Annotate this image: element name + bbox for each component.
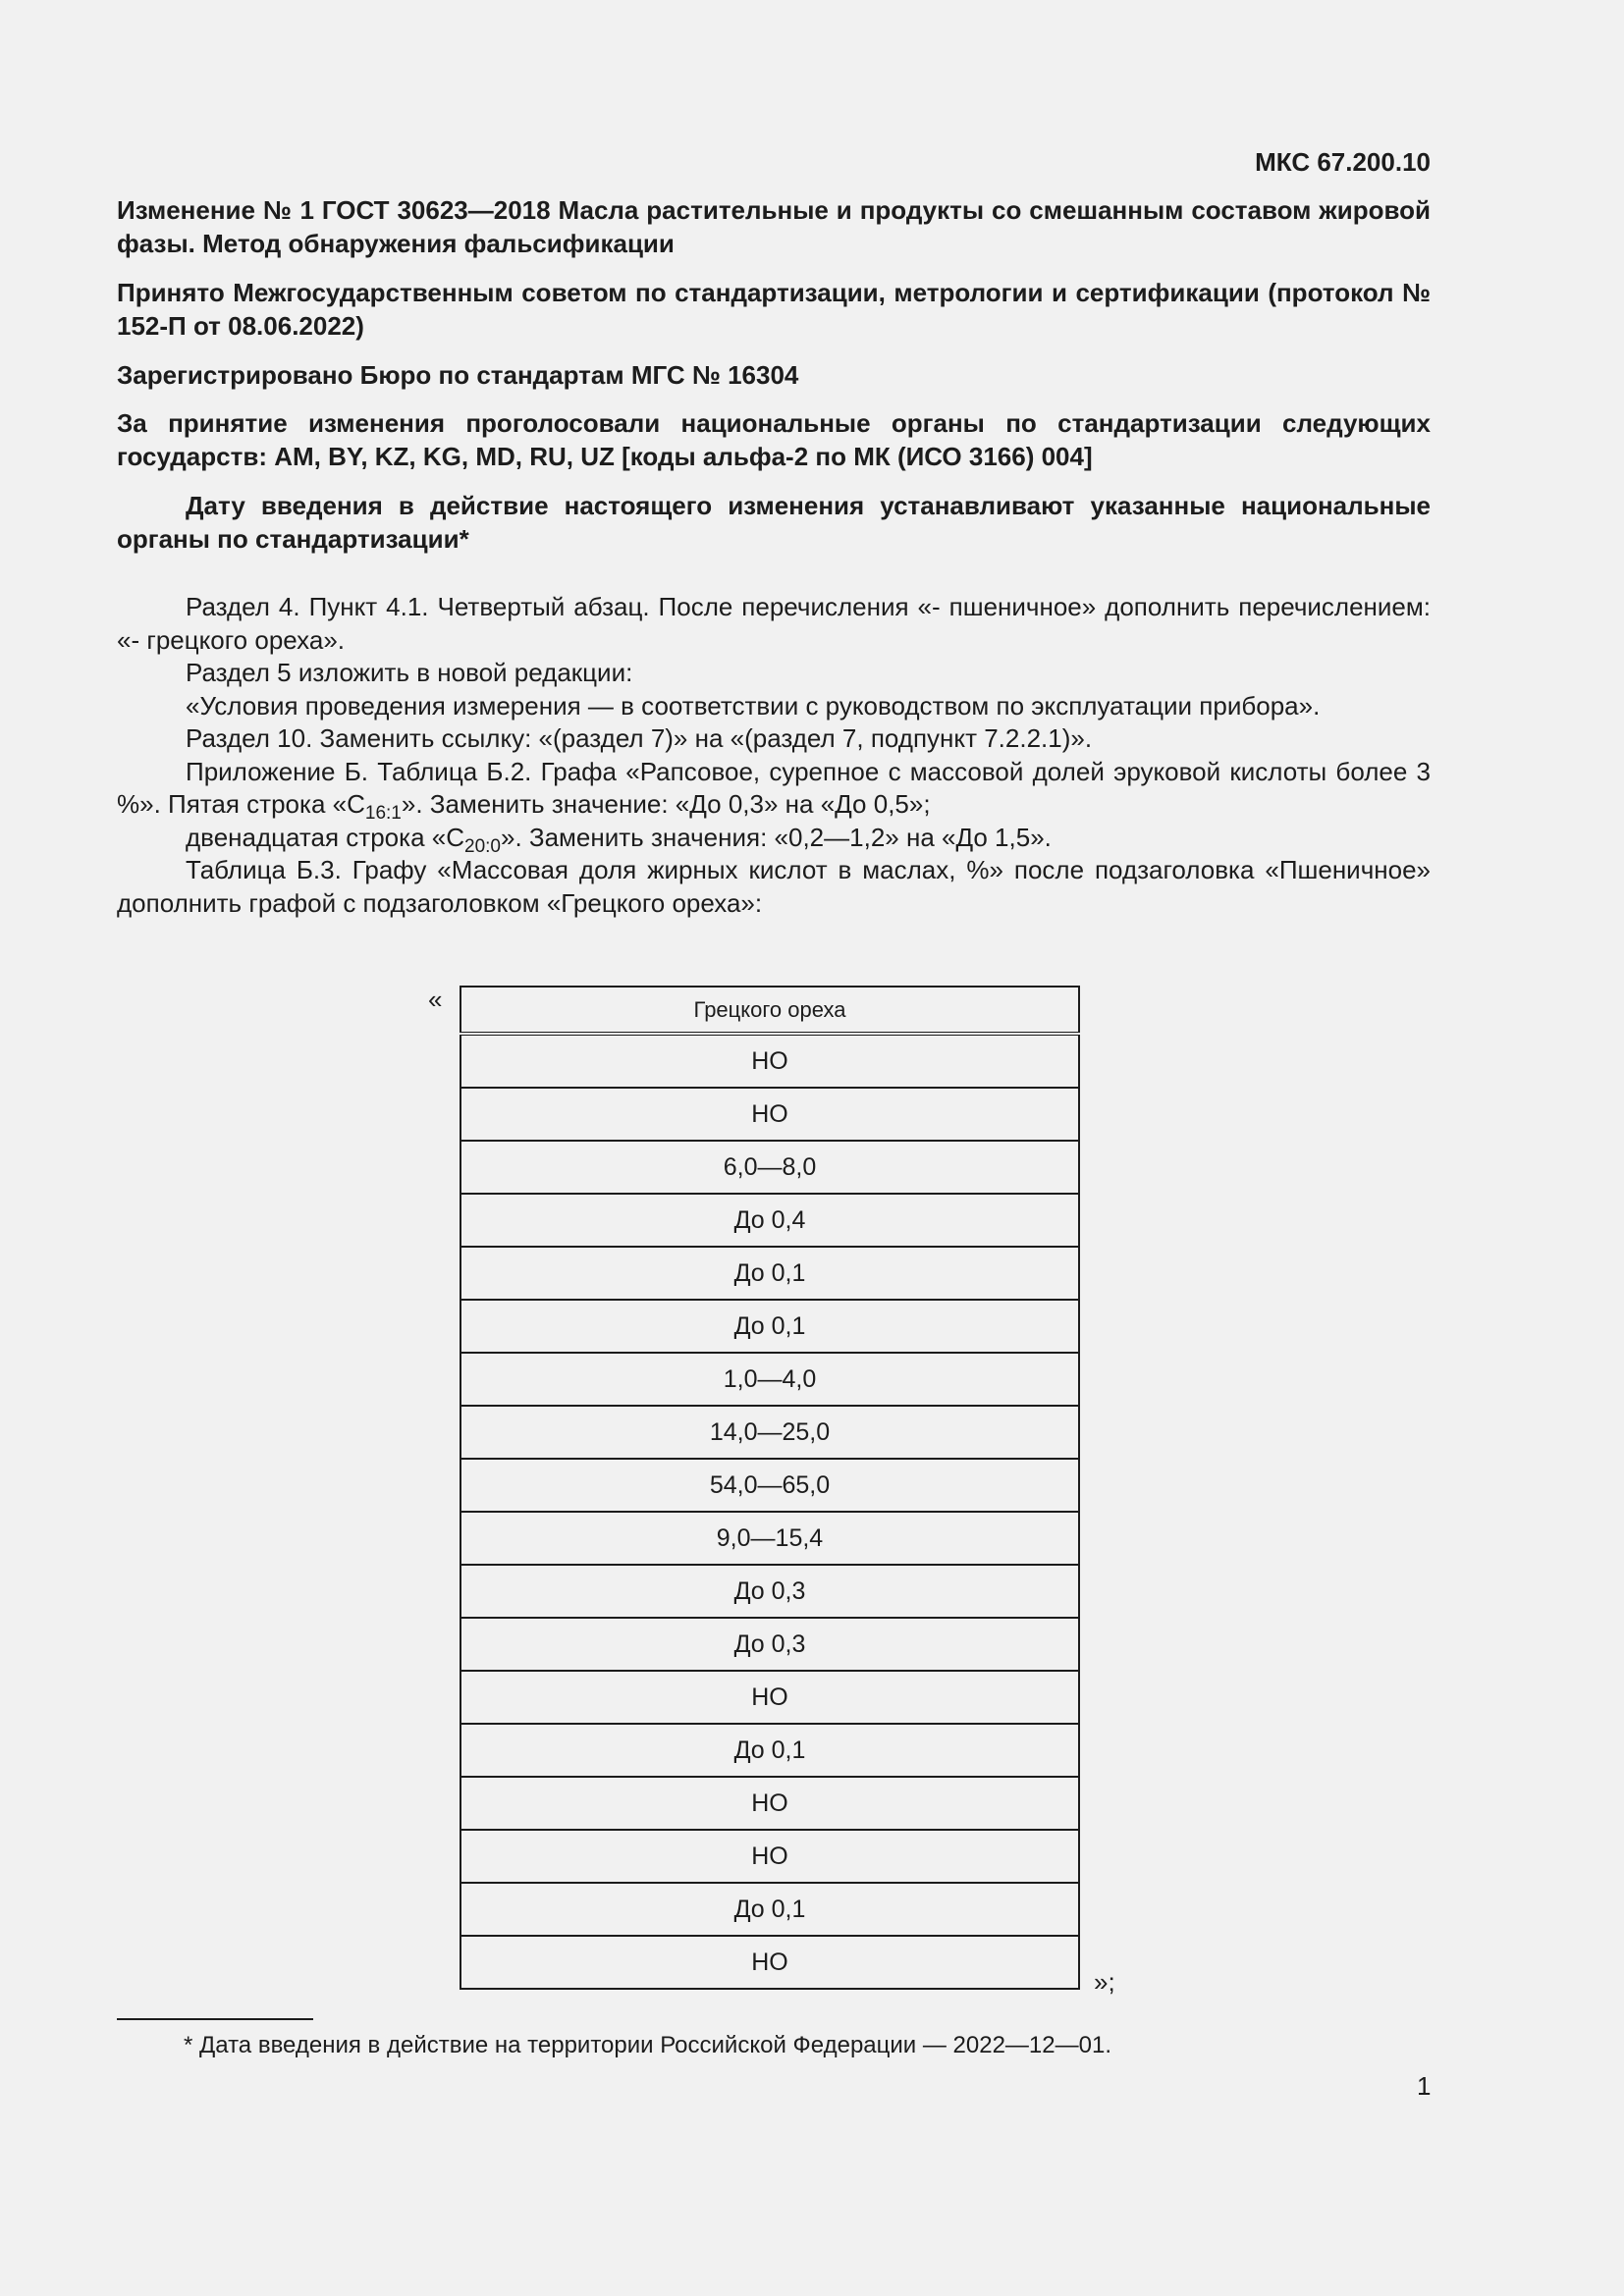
table-cell: 1,0—4,0 bbox=[460, 1353, 1079, 1406]
table-cell: До 0,3 bbox=[460, 1618, 1079, 1671]
footnote: * Дата введения в действие на территории Российской Федерации — 2022—12—01. bbox=[184, 2032, 1111, 2058]
table-row bbox=[460, 1141, 1079, 1194]
subscript: 20:0 bbox=[464, 835, 501, 857]
amendment-paragraph: Раздел 10. Заменить ссылку: «(раздел 7)» на «(раздел 7, подпункт 7.2.2.1)». bbox=[186, 723, 1093, 753]
table-row bbox=[460, 1247, 1079, 1300]
table-row bbox=[460, 1406, 1079, 1459]
table-row bbox=[460, 1671, 1079, 1724]
table-cell: 6,0—8,0 bbox=[460, 1141, 1079, 1194]
table-row bbox=[460, 1459, 1079, 1512]
adopted-statement: Принято Межгосударственным советом по стандартизации, метрологии и сертификации (протокол № 152-П от 08.06.2022) bbox=[117, 278, 1431, 341]
table-header-cell: Грецкого ореха bbox=[460, 987, 1079, 1034]
table-open-quote: « bbox=[428, 985, 443, 1014]
table-cell: До 0,4 bbox=[460, 1194, 1079, 1247]
table-row bbox=[460, 1353, 1079, 1406]
walnut-column-table bbox=[460, 986, 1080, 1990]
subscript: 16:1 bbox=[364, 803, 402, 824]
table-cell: До 0,3 bbox=[460, 1565, 1079, 1618]
table-row bbox=[460, 1777, 1079, 1830]
table-cell: До 0,1 bbox=[460, 1883, 1079, 1936]
table-row bbox=[460, 1194, 1079, 1247]
table-row bbox=[460, 1618, 1079, 1671]
table-cell: 54,0—65,0 bbox=[460, 1459, 1079, 1512]
table-row bbox=[460, 1936, 1079, 1989]
registration-statement: Зарегистрировано Бюро по стандартам МГС № 16304 bbox=[117, 360, 799, 390]
page-number: 1 bbox=[1417, 2071, 1432, 2101]
table-close-quote: »; bbox=[1094, 1967, 1115, 1997]
table-cell: НО bbox=[460, 1936, 1079, 1989]
table-row bbox=[460, 1830, 1079, 1883]
effective-date-statement: Дату введения в действие настоящего изменения устанавливают указанные национальные органы по стандартизации* bbox=[117, 491, 1431, 554]
table-cell: НО bbox=[460, 1777, 1079, 1830]
table-cell: До 0,1 bbox=[460, 1300, 1079, 1353]
table-cell: НО bbox=[460, 1034, 1079, 1088]
amendment-paragraph: Приложение Б. Таблица Б.2. Графа «Рапсовое, сурепное с массовой долей эруковой кислоты более 3 %». Пятая строка «$C_{16:1}$». Заменить значение: «До 0,3» на «До 0,5»; bbox=[117, 756, 1431, 824]
amendment-paragraph: Раздел 4. Пункт 4.1. Четвертый абзац. После перечисления «- пшеничное» дополнить перечислением: «- грецкого ореха». bbox=[117, 592, 1431, 655]
footnote-divider bbox=[117, 2018, 313, 2020]
amendment-body bbox=[117, 591, 1431, 920]
amendment-paragraph: Таблица Б.3. Графу «Массовая доля жирных кислот в маслах, %» после подзаголовка «Пшеничное» дополнить графой с подзаголовком «Грецкого ореха»: bbox=[117, 855, 1431, 918]
table-row bbox=[460, 1883, 1079, 1936]
table-row bbox=[460, 1034, 1079, 1088]
amendment-paragraph: «Условия проведения измерения — в соответствии с руководством по эксплуатации прибора». bbox=[186, 690, 1321, 721]
table-row bbox=[460, 1300, 1079, 1353]
table-row bbox=[460, 1088, 1079, 1141]
voting-statement: За принятие изменения проголосовали национальные органы по стандартизации следующих государств: AM, BY, KZ, KG, MD, RU, UZ [коды альфа-2 по МК (ИСО 3166) 004] bbox=[117, 408, 1431, 471]
table-cell: НО bbox=[460, 1088, 1079, 1141]
table-row bbox=[460, 1512, 1079, 1565]
table-body bbox=[460, 1034, 1079, 1989]
table-cell: НО bbox=[460, 1830, 1079, 1883]
table-row bbox=[460, 1565, 1079, 1618]
amendment-paragraph: двенадцатая строка «$C_{20:0}$». Заменить значения: «0,2—1,2» на «До 1,5». bbox=[186, 822, 1052, 857]
table-cell: 9,0—15,4 bbox=[460, 1512, 1079, 1565]
change-title: Изменение № 1 ГОСТ 30623—2018 Масла растительные и продукты со смешанным составом жировой фазы. Метод обнаружения фальсификации bbox=[117, 195, 1431, 258]
table-cell: До 0,1 bbox=[460, 1247, 1079, 1300]
mks-code: МКС 67.200.10 bbox=[1255, 147, 1431, 177]
table-row bbox=[460, 1724, 1079, 1777]
table-cell: НО bbox=[460, 1671, 1079, 1724]
table-cell: 14,0—25,0 bbox=[460, 1406, 1079, 1459]
amendment-paragraph: Раздел 5 изложить в новой редакции: bbox=[186, 658, 633, 687]
table-cell: До 0,1 bbox=[460, 1724, 1079, 1777]
